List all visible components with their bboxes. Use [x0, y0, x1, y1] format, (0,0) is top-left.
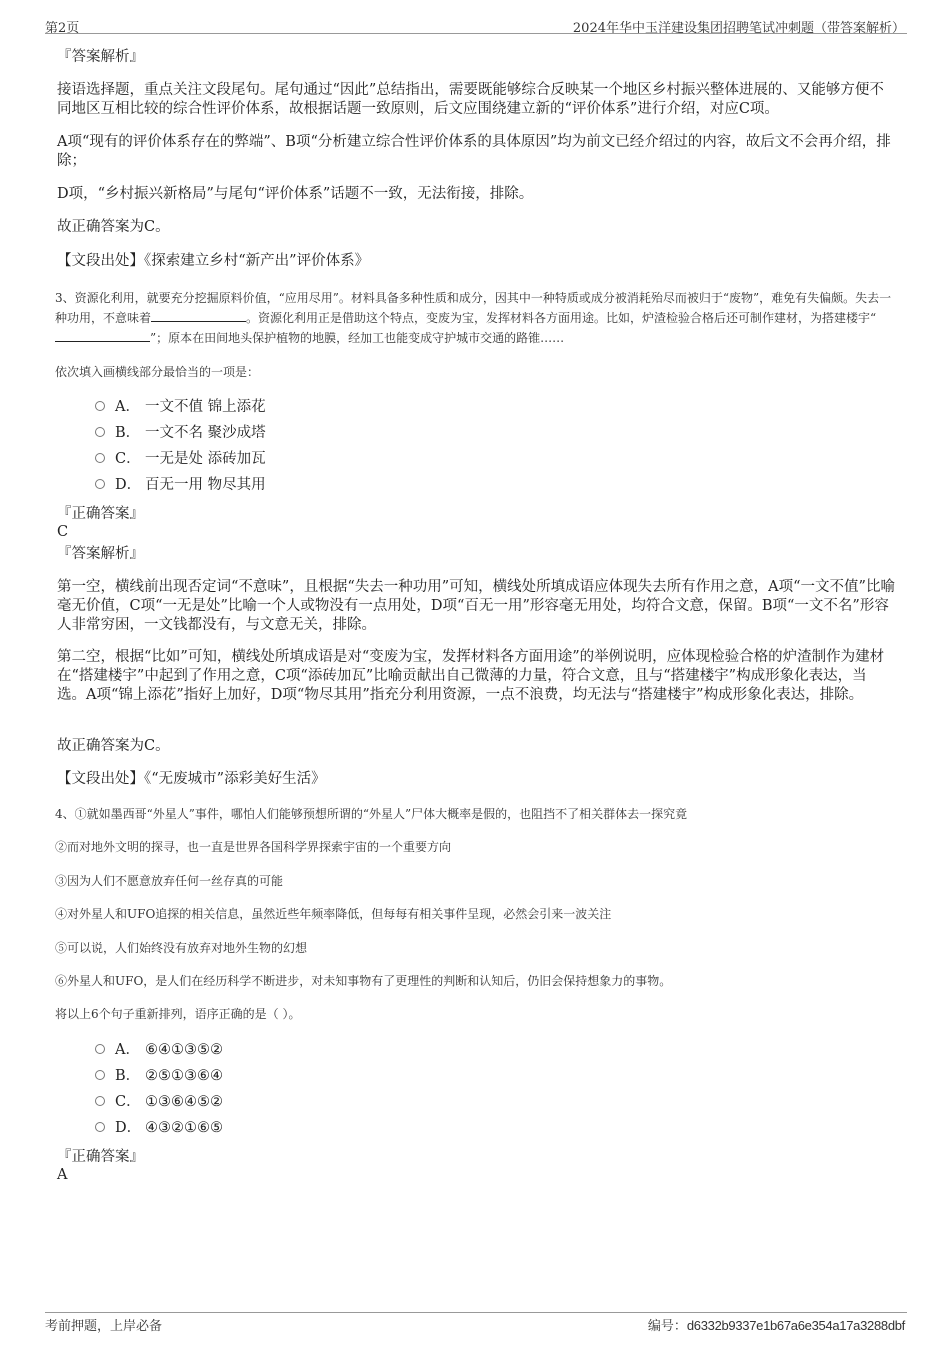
- sentence-item: ③因为人们不愿意放弃任何一丝存真的可能: [55, 874, 284, 888]
- option-letter: C．: [115, 451, 141, 467]
- option-letter: A．: [115, 399, 140, 415]
- radio-icon[interactable]: [95, 1044, 105, 1054]
- document-title: 2024年华中玉洋建设集团招聘笔试冲刺题（带答案解析）: [572, 21, 905, 36]
- code-value: d6332b9337e1b67a6e354a17a3288dbf: [686, 1318, 905, 1333]
- option-text: ④③②①⑥⑤: [145, 1120, 223, 1136]
- option-text: 一文不名 聚沙成塔: [145, 425, 266, 441]
- option-text: ①③⑥④⑤②: [145, 1094, 223, 1110]
- analysis-label: 『答案解析』: [57, 49, 144, 65]
- radio-icon[interactable]: [95, 453, 105, 463]
- source-citation: 【文段出处】《探索建立乡村“新产出”评价体系》: [57, 253, 370, 269]
- analysis-paragraph: 第二空，根据“比如”可知，横线处所填成语是对“变废为宝，发挥材料各方面用途”的举例说明，应体现检验合格的炉渣制作为建材在“搭建楼宇”中起到了作用之意，C项“添砖加瓦”比喻贡献出自己微薄的力量，符合文意，且与“搭建楼宇”构成形象化表达，当选。A项“锦上添花”指好上加好，D项“物尽其用”指充分利用资源，一点不浪费，均无法与“搭建楼宇”构成形象化表达，排除。: [57, 649, 885, 703]
- header-divider: [45, 33, 907, 34]
- option-letter: D．: [115, 1120, 142, 1136]
- option-letter: B．: [115, 1068, 141, 1084]
- option-a[interactable]: [95, 1040, 223, 1060]
- option-b[interactable]: [95, 423, 266, 443]
- correct-answer-label: 『正确答案』: [57, 506, 144, 522]
- document-code: [648, 1315, 905, 1334]
- fill-blank: [151, 309, 246, 322]
- radio-icon[interactable]: [95, 1096, 105, 1106]
- radio-icon[interactable]: [95, 479, 105, 489]
- radio-icon[interactable]: [95, 1070, 105, 1080]
- option-text: ⑥④①③⑤②: [145, 1042, 223, 1058]
- analysis-paragraph: 第一空，横线前出现否定词“不意味”，且根据“失去一种功用”可知，横线处所填成语应体现失去所有作用之意，A项“一文不值”比喻毫无价值，C项“一无是处”比喻一个人或物没有一点用处，D项“百无一用”形容毫无用处，均符合文意，保留。B项“一文不名”形容人非常穷困，一文钱都没有，与文意无关，排除。: [57, 579, 895, 633]
- source-citation: 【文段出处】《“无废城市”添彩美好生活》: [57, 771, 326, 787]
- option-text: 一文不值 锦上添花: [145, 399, 266, 415]
- sentence-item: ⑥外星人和UFO，是人们在经历科学不断进步，对未知事物有了更理性的判断和认知后，仍旧会保持想象力的事物。: [55, 974, 672, 988]
- option-text: 百无一用 物尽其用: [145, 477, 266, 493]
- analysis-paragraph: 接语选择题，重点关注文段尾句。尾句通过“因此”总结指出，需要既能够综合反映某一个地区乡村振兴整体进展的、又能够方便不同地区互相比较的综合性评价体系，故根据话题一致原则，后文应围绕建立新的“评价体系”进行介绍，对应C项。: [57, 82, 884, 117]
- option-a[interactable]: [95, 397, 266, 417]
- fill-blank: [55, 329, 150, 342]
- question-stem: [55, 288, 895, 348]
- analysis-label: 『答案解析』: [57, 546, 144, 562]
- code-label: 编号：: [647, 1319, 687, 1334]
- page-number: 第2页: [45, 21, 80, 36]
- question-stem-text: ”；原本在田间地头保护植物的地膜，经加工也能变成守护城市交通的路锥……: [150, 331, 565, 345]
- option-text: ②⑤①③⑥④: [145, 1068, 223, 1084]
- radio-icon[interactable]: [95, 427, 105, 437]
- sentence-item: 4、①就如墨西哥“外星人”事件，哪怕人们能够预想所谓的“外星人”尸体大概率是假的，也阻挡不了相关群体去一探究竟: [55, 807, 688, 821]
- analysis-paragraph: D项，“乡村振兴新格局”与尾句“评价体系”话题不一致，无法衔接，排除。: [57, 186, 534, 202]
- footer-divider: [45, 1312, 907, 1313]
- analysis-paragraph: A项“现有的评价体系存在的弊端”、B项“分析建立综合性评价体系的具体原因”均为前文已经介绍过的内容，故后文不会再介绍，排除；: [57, 134, 891, 169]
- correct-answer: A: [57, 1167, 68, 1183]
- option-d[interactable]: [95, 1118, 223, 1138]
- question-stem-text: 3、资源化利用，就要充分挖掘原料价值，“应用尽用”。材料具备多种性质和成分，因其中一种特质或成分被消耗殆尽而被归于“废物”，难免有失偏颇。失去一种功用，不意味着: [55, 291, 892, 325]
- question-prompt: 将以上6个句子重新排列，语序正确的是（ ）。: [55, 1007, 301, 1021]
- footer-slogan: 考前押题，上岸必备: [45, 1319, 163, 1334]
- correct-answer-statement: 故正确答案为C。: [57, 738, 170, 754]
- correct-answer: C: [57, 524, 69, 540]
- question-stem-text: 。资源化利用正是借助这个特点，变废为宝，发挥材料各方面用途。比如，炉渣检验合格后还可制作建材，为搭建楼宇“: [246, 311, 877, 325]
- option-letter: B．: [115, 425, 141, 441]
- correct-answer-label: 『正确答案』: [57, 1149, 144, 1165]
- option-c[interactable]: [95, 449, 266, 469]
- radio-icon[interactable]: [95, 1122, 105, 1132]
- question-prompt: 依次填入画横线部分最恰当的一项是：: [55, 365, 260, 379]
- option-b[interactable]: [95, 1066, 223, 1086]
- option-letter: D．: [115, 477, 142, 493]
- option-c[interactable]: [95, 1092, 223, 1112]
- correct-answer-statement: 故正确答案为C。: [57, 219, 170, 235]
- sentence-item: ②而对地外文明的探寻，也一直是世界各国科学界探索宇宙的一个重要方向: [55, 840, 452, 854]
- option-text: 一无是处 添砖加瓦: [145, 451, 266, 467]
- sentence-item: ④对外星人和UFO追探的相关信息，虽然近些年频率降低，但每每有相关事件呈现，必然会引来一波关注: [55, 907, 612, 921]
- option-letter: A．: [115, 1042, 140, 1058]
- radio-icon[interactable]: [95, 401, 105, 411]
- sentence-item: ⑤可以说，人们始终没有放弃对地外生物的幻想: [55, 941, 308, 955]
- option-letter: C．: [115, 1094, 141, 1110]
- option-d[interactable]: [95, 475, 266, 495]
